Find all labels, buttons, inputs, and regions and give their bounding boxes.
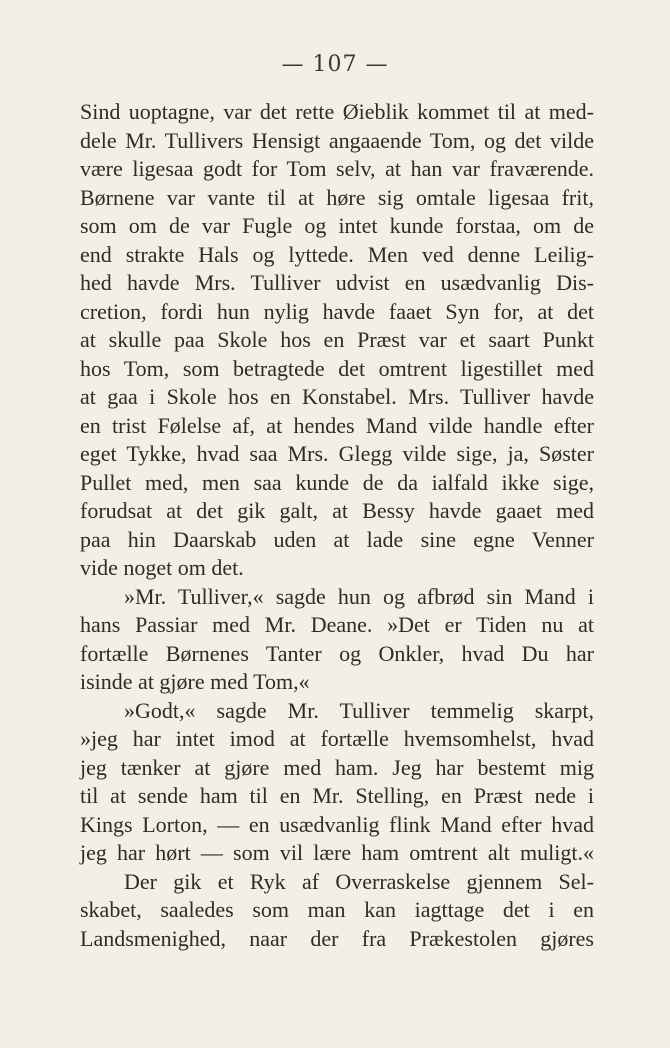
text-line: »Mr. Tulliver,« sagde hun og afbrød sin Mand i bbox=[124, 583, 594, 609]
text-line: jeg tænker at gjøre med ham. Jeg har bestemt mig bbox=[80, 754, 594, 780]
page-number: — 107 — bbox=[281, 52, 389, 77]
text-line: eget Tykke, hvad saa Mrs. Glegg vilde sige, ja, Søster bbox=[80, 441, 594, 466]
text-line: fortælle Børnenes Tanter og Onkler, hvad Du har bbox=[80, 640, 594, 666]
text-line: hos Tom, som betragtede det omtrent ligestillet med bbox=[80, 355, 594, 381]
text-line: isinde at gjøre med Tom,« bbox=[80, 669, 310, 694]
text-line: Børnene var vante til at høre sig omtale ligesaa frit, bbox=[80, 184, 594, 210]
text-line: cretion, fordi hun nylig havde faaet Syn for, at det bbox=[80, 298, 594, 324]
text-line: Landsmenighed, naar der fra Prækestolen gjøres bbox=[80, 925, 594, 951]
text-line: dele Mr. Tullivers Hensigt angaaende Tom, og det vilde bbox=[80, 127, 594, 153]
text-line: Sind uoptagne, var det rette Øieblik kommet til at med- bbox=[80, 99, 594, 124]
text-line: Kings Lorton, — en usædvanlig flink Mand efter hvad bbox=[80, 811, 594, 837]
body-text bbox=[80, 98, 594, 953]
text-line: være ligesaa godt for Tom selv, at han var fraværende. bbox=[80, 156, 594, 181]
text-line: jeg har hørt — som vil lære ham omtrent alt muligt.« bbox=[80, 840, 594, 865]
text-line: at skulle paa Skole hos en Præst var et saart Punkt bbox=[80, 327, 594, 352]
text-line: hans Passiar med Mr. Deane. »Det er Tiden nu at bbox=[80, 612, 594, 637]
text-line: som om de var Fugle og intet kunde forstaa, om de bbox=[80, 213, 594, 238]
text-line: »jeg har intet imod at fortælle hvemsomhelst, hvad bbox=[80, 726, 594, 751]
text-line: paa hin Daarskab uden at lade sine egne Venner bbox=[80, 526, 594, 552]
text-line: vide noget om det. bbox=[80, 555, 244, 580]
text-line: en trist Følelse af, at hendes Mand vilde handle efter bbox=[80, 412, 594, 438]
text-line: »Godt,« sagde Mr. Tulliver temmelig skarpt, bbox=[124, 697, 594, 723]
text-line: hed havde Mrs. Tulliver udvist en usædvanlig Dis- bbox=[80, 270, 594, 295]
text-line: skabet, saaledes som man kan iagttage det i en bbox=[80, 897, 594, 922]
text-line: end strakte Hals og lyttede. Men ved denne Leilig- bbox=[80, 241, 594, 267]
text-line: Der gik et Ryk af Overraskelse gjennem Sel- bbox=[124, 868, 594, 894]
text-line: at gaa i Skole hos en Konstabel. Mrs. Tulliver havde bbox=[80, 384, 594, 409]
text-line: forudsat at det gik galt, at Bessy havde gaaet med bbox=[80, 498, 594, 523]
text-line: til at sende ham til en Mr. Stelling, en Præst nede i bbox=[80, 783, 594, 808]
text-line: Pullet med, men saa kunde de da ialfald ikke sige, bbox=[80, 469, 594, 495]
